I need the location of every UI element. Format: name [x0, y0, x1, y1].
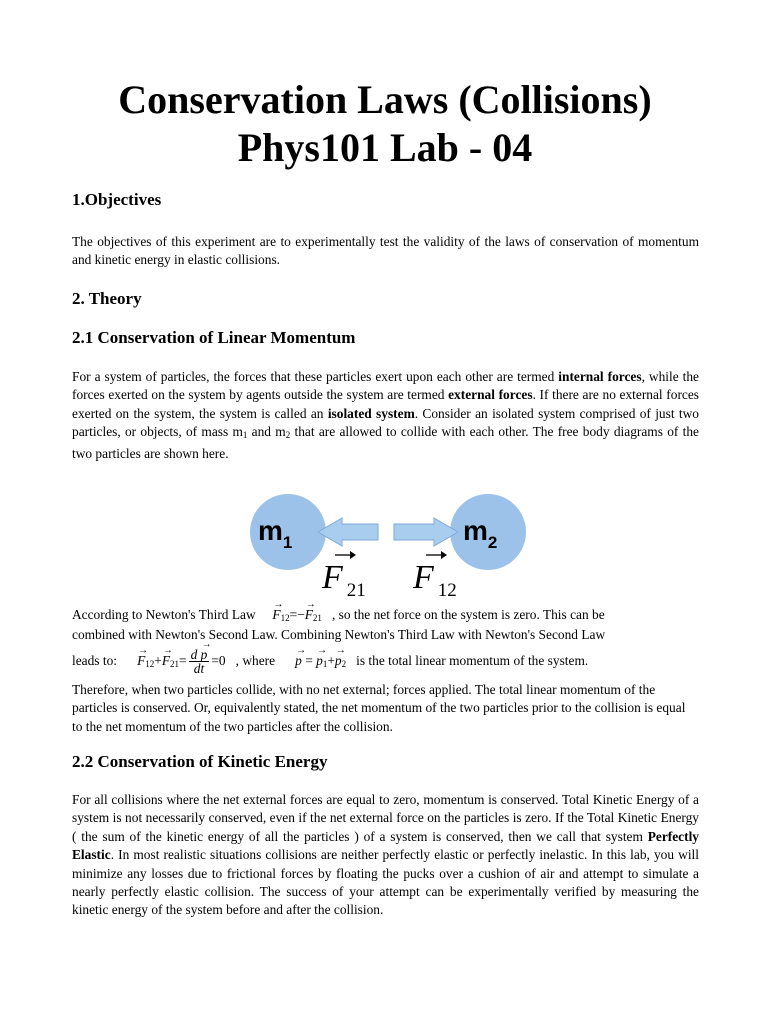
- m2-subscript: 2: [487, 533, 498, 552]
- free-body-diagram: [250, 482, 530, 602]
- objectives-heading: 1.Objectives: [72, 190, 162, 209]
- kinetic-energy-paragraph: For all collisions where the net external forces are equal to zero, momentum is conserved. Total Kinetic Energy of a system is not necessarily conserved, even if the net external force on the particles is zero. If the Total Kinetic Energy ( the sum of the kinetic energy of all the particles ) of a system is conserved, then we call that system Perfectly Elastic. In most realistic situations collisions are neither perfectly elastic or perfectly inelastic. In this lab, you will minimize any losses due to frictional forces by floating the pucks over a cushion of air and attempt to simulate a nearly perfectly elastic collision. The success of your attempt can be experimentally verified by measuring the kinetic energy of the system before and after the collision.: [72, 792, 699, 918]
- momentum-heading: 2.1 Conservation of Linear Momentum: [72, 328, 356, 347]
- newton-combined-line: combined with Newton's Second Law. Combining Newton's Third Law with Newton's Second Law: [72, 627, 606, 642]
- force-arrow-f12: [394, 518, 458, 546]
- page-subtitle: Phys101 Lab - 04: [237, 125, 533, 170]
- therefore-paragraph: Therefore, when two particles collide, with no net external; forces applied. The total linear momentum of the particles is conserved. Or, equivalently stated, the net momentum of the two particles prior to the collision is equal to the net momentum of the two particles after the collision.: [72, 682, 686, 734]
- objectives-text: The objectives of this experiment are to experimentally test the validity of the laws of conservation of momentum and kinetic energy in elastic collisions.: [72, 234, 699, 268]
- newton-equation-line: leads to: → $F_{12}+\to F_{21}=$ $\frac{d \to p}{dt}$ =0 , where → p = → $p_1+\to p_2$ is the total linear momentum of the system.: [72, 647, 588, 678]
- svg-text:F21: [321, 559, 366, 601]
- f12-label: F: [413, 559, 434, 596]
- particle-m2: [450, 494, 526, 570]
- m2-label: m: [463, 515, 488, 546]
- kinetic-energy-heading: 2.2 Conservation of Kinetic Energy: [72, 752, 328, 771]
- force-arrow-f21: [318, 518, 378, 546]
- m1-subscript: 1: [282, 533, 293, 552]
- svg-text:F12: [412, 559, 457, 601]
- f12-subscript: 12: [437, 580, 457, 601]
- f21-subscript: 21: [346, 580, 366, 601]
- momentum-paragraph: For a system of particles, the forces that these particles exert upon each other are termed internal forces, while the forces exerted on the system by agents outside the system are termed external forces. If there are no external forces exerted on the system, the system is called an isolated system. Consider an isolated system comprised of just two particles, or objects, of mass $m_1$ and $m_2$ that are allowed to collide with each other. The free body diagrams of the two particles are shown here.: [72, 369, 700, 461]
- newton-third-law-line: According to Newton's Third Law → $F_{12}=-\to F_{21}$ , so the net force on the system is zero. This can be: [72, 606, 605, 627]
- theory-heading: 2. Theory: [72, 289, 142, 308]
- f21-label: F: [322, 559, 343, 596]
- page-title: Conservation Laws (Collisions): [118, 77, 652, 122]
- m1-label: m: [258, 515, 283, 546]
